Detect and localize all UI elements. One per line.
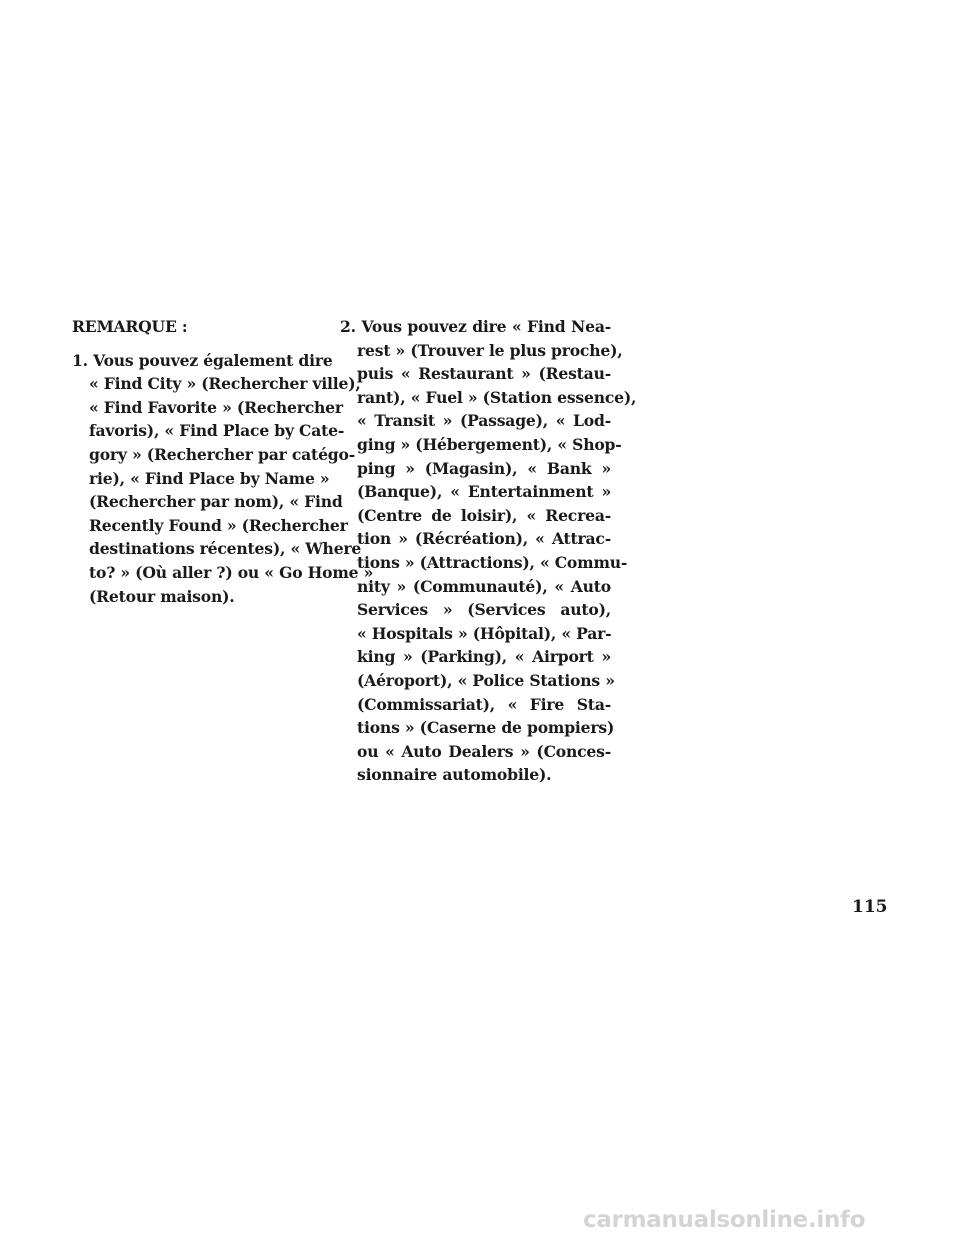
item2-line: ou « Auto Dealers » (Conces-: [357, 741, 611, 761]
right-column: [340, 315, 637, 787]
watermark: carmanualsonline.info: [583, 1207, 866, 1233]
list-item-2: [340, 315, 637, 787]
item2-line: « Hospitals » (Hôpital), « Par-: [357, 623, 612, 643]
item1-line: (Rechercher par nom), « Find: [89, 492, 343, 512]
page-number: 115: [852, 897, 888, 917]
item1-line: « Find Favorite » (Rechercher: [89, 397, 343, 417]
item2-line: rest » (Trouver le plus proche),: [357, 340, 623, 360]
item2-line: Services » (Services auto),: [357, 600, 611, 620]
item2-line: « Transit » (Passage), « Lod-: [357, 411, 611, 431]
item2-line: rant), « Fuel » (Station essence),: [357, 387, 637, 407]
left-column: [72, 315, 374, 608]
item1-line: favoris), « Find Place by Cate-: [89, 421, 345, 441]
item1-line: to? » (Où aller ?) ou « Go Home »: [89, 562, 374, 582]
item1-line: destinations récentes), « Where: [89, 539, 362, 559]
item2-line: sionnaire automobile).: [357, 765, 552, 785]
item2-line: nity » (Communauté), « Auto: [357, 576, 611, 596]
item1-line: (Retour maison).: [89, 586, 235, 606]
item1-line: gory » (Rechercher par catégo-: [89, 444, 355, 464]
item1-line: « Find City » (Rechercher ville),: [89, 374, 361, 394]
item1-line: 1. Vous pouvez également dire: [72, 350, 333, 370]
item1-line: Recently Found » (Rechercher: [89, 515, 348, 535]
item2-line: puis « Restaurant » (Restau-: [357, 364, 611, 384]
item2-line: ping » (Magasin), « Bank »: [357, 458, 611, 478]
item2-line: (Centre de loisir), « Recrea-: [357, 505, 611, 525]
item2-line: 2. Vous pouvez dire « Find Nea-: [340, 317, 611, 336]
item2-line: tions » (Attractions), « Commu-: [357, 552, 628, 572]
list-item-1: [72, 349, 374, 609]
item2-line: king » (Parking), « Airport »: [357, 647, 611, 667]
note-heading: REMARQUE :: [72, 317, 188, 336]
item2-line: tions » (Caserne de pompiers): [357, 718, 615, 738]
item2-line: (Commissariat), « Fire Sta-: [357, 694, 611, 714]
item2-line: tion » (Récréation), « Attrac-: [357, 529, 611, 549]
item2-line: ging » (Hébergement), « Shop-: [357, 434, 622, 454]
item2-line: (Aéroport), « Police Stations »: [357, 670, 615, 690]
item2-line: (Banque), « Entertainment »: [357, 482, 611, 502]
item1-line: rie), « Find Place by Name »: [89, 468, 330, 488]
